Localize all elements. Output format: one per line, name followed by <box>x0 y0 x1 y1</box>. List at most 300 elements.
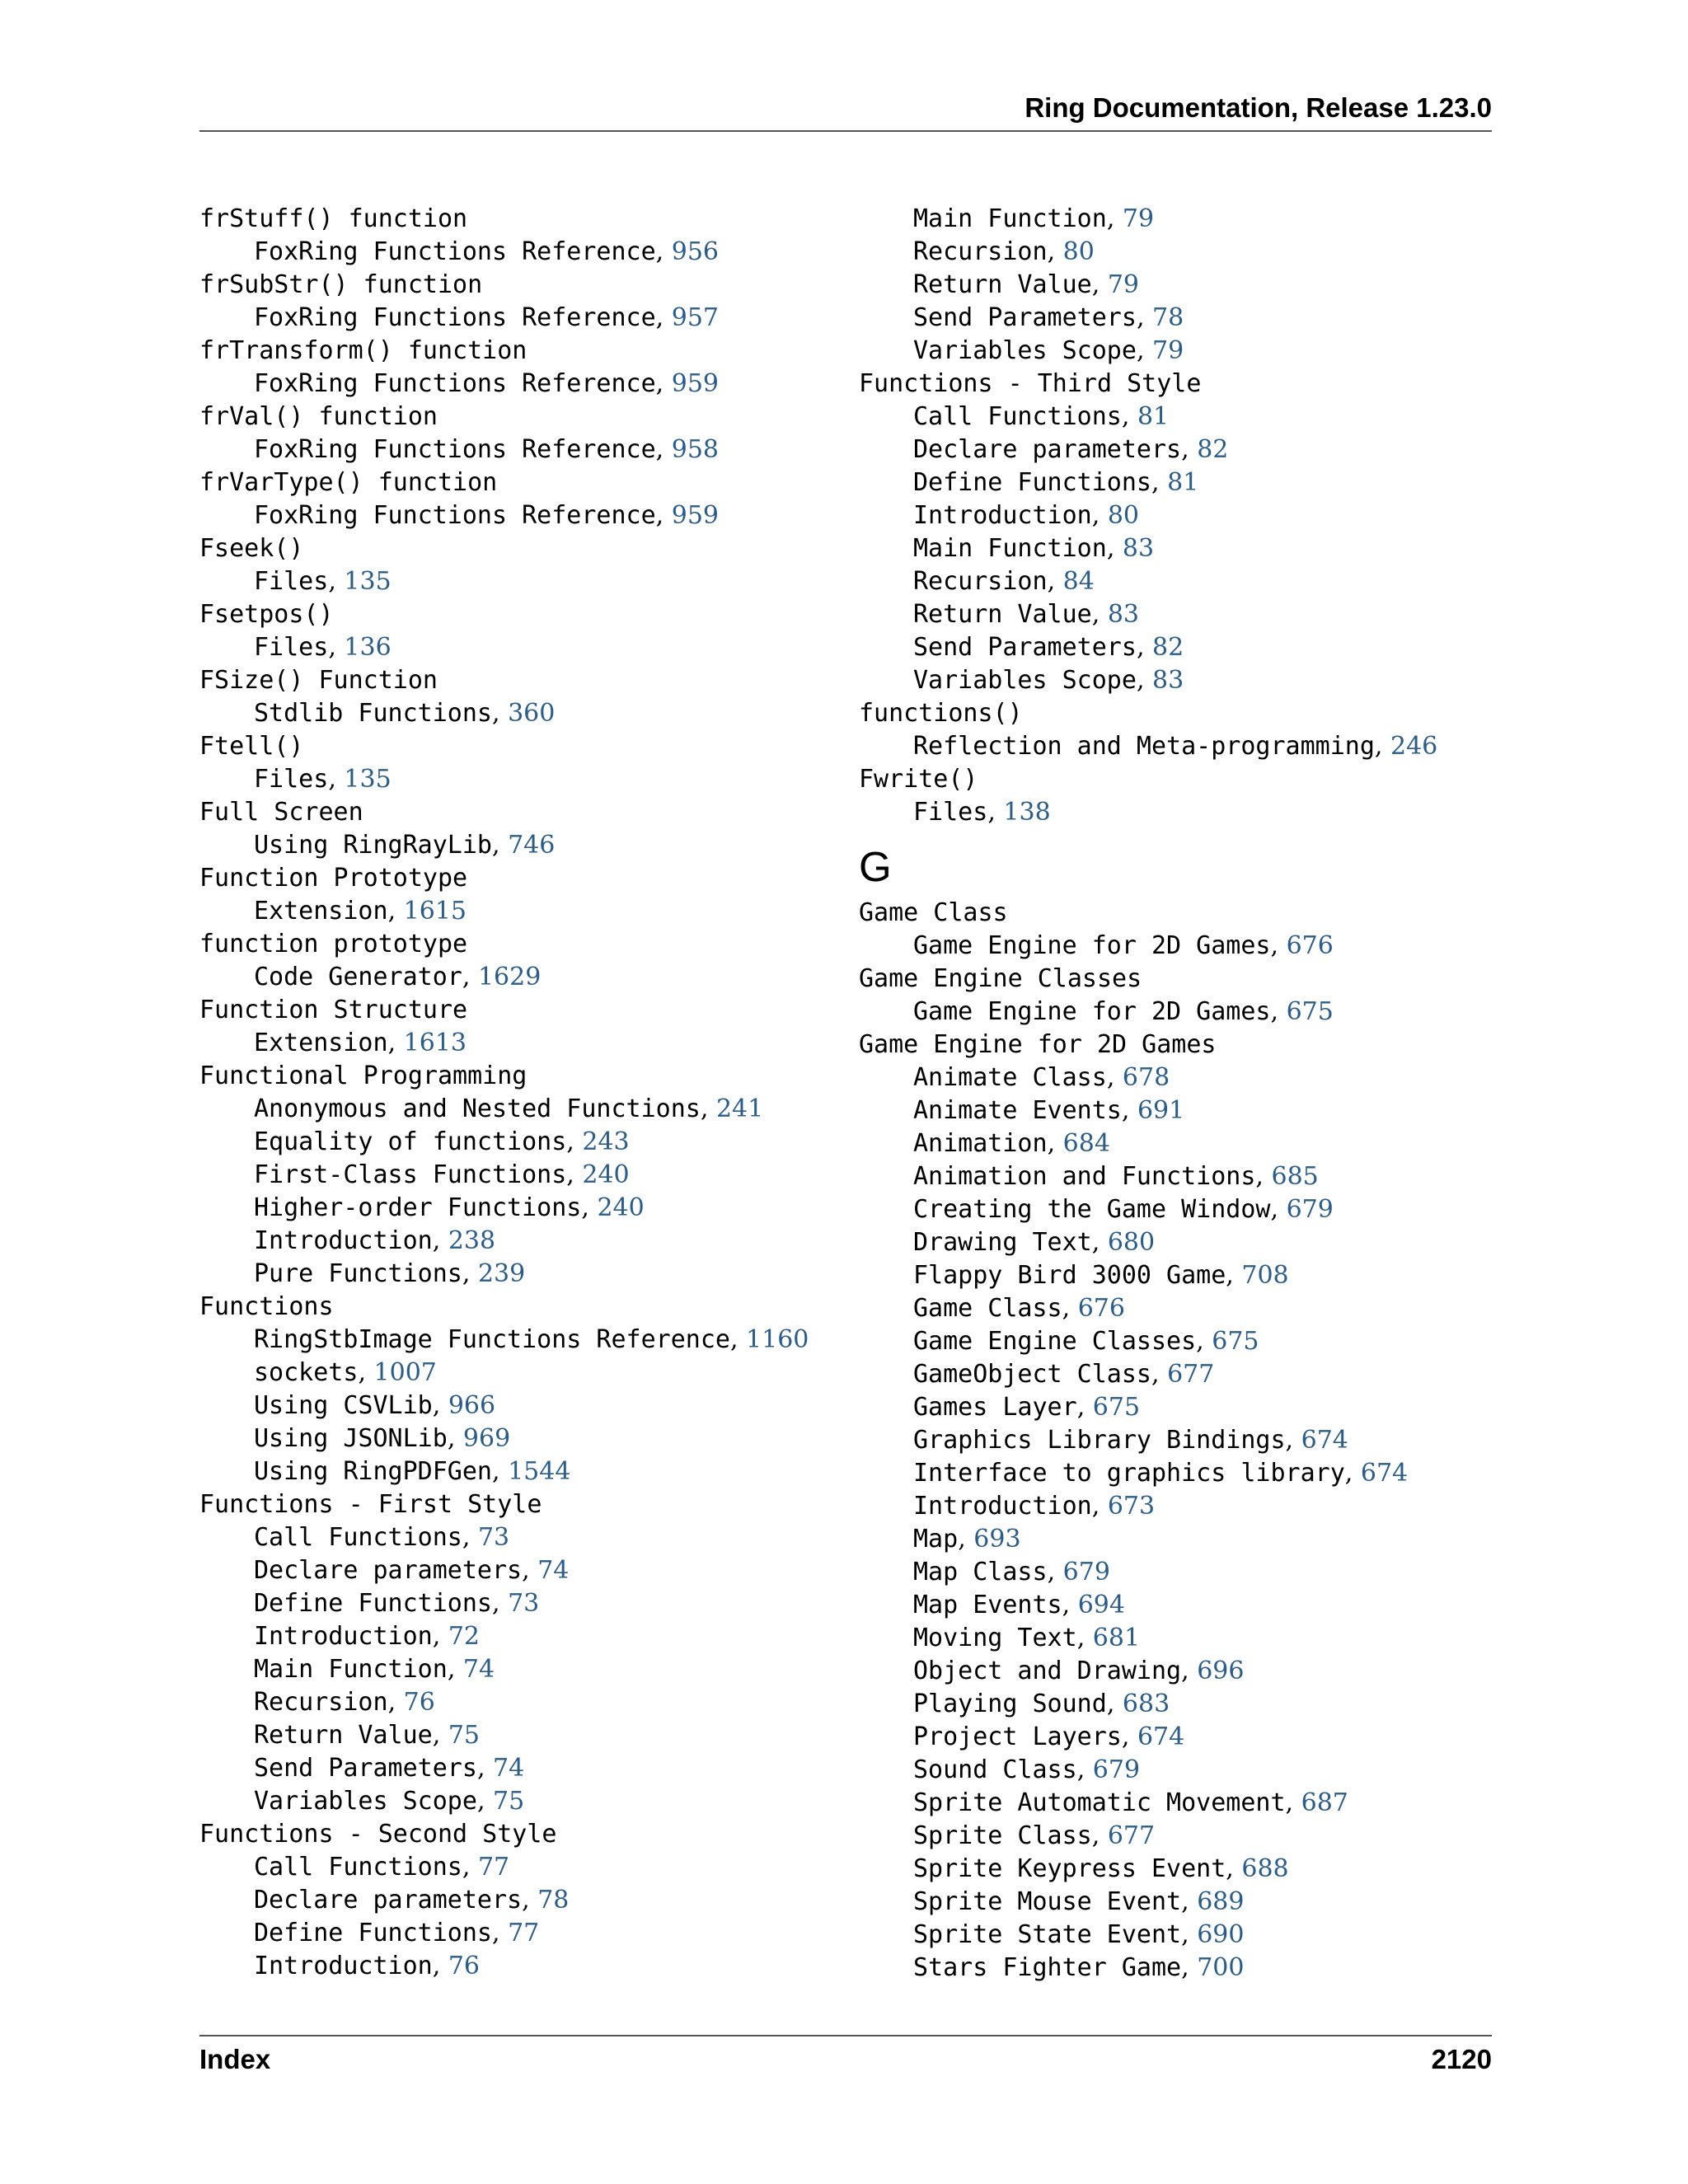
index-subentry <box>199 894 809 927</box>
page-link[interactable]: 81 <box>1137 402 1170 431</box>
page-link[interactable]: 691 <box>1137 1096 1185 1125</box>
index-subentry-label: Declare parameters <box>913 435 1182 464</box>
page-link[interactable]: 82 <box>1197 435 1229 464</box>
comma-separator: , <box>1091 1821 1108 1850</box>
index-subentry <box>859 1687 1437 1720</box>
index-subentry <box>199 1718 809 1751</box>
page-link[interactable]: 72 <box>448 1622 481 1651</box>
index-subentry <box>859 268 1437 301</box>
comma-separator: , <box>987 798 1004 827</box>
index-term <box>199 993 809 1026</box>
index-subentry <box>199 1455 809 1488</box>
page-link[interactable]: 80 <box>1062 237 1095 266</box>
index-subentry-label: Interface to graphics library <box>913 1459 1345 1488</box>
page-link[interactable]: 73 <box>508 1589 540 1618</box>
index-term <box>199 268 809 301</box>
comma-separator: , <box>729 1325 747 1354</box>
index-subentry-label: Variables Scope <box>913 336 1137 365</box>
index-subentry <box>859 929 1437 962</box>
page-link[interactable]: 958 <box>671 435 720 464</box>
index-subentry <box>199 1092 809 1125</box>
page-link[interactable]: 696 <box>1197 1657 1245 1685</box>
index-subentry <box>859 433 1437 466</box>
index-subentry-label: Game Class <box>913 1294 1062 1323</box>
index-subentry-label: Introduction <box>254 1226 433 1255</box>
index-subentry-label: Extension <box>254 1029 388 1057</box>
page-link[interactable]: 136 <box>344 633 392 662</box>
index-subentry-label: Equality of functions <box>254 1127 567 1156</box>
index-subentry-label: FoxRing Functions Reference <box>254 501 656 530</box>
page-link[interactable]: 76 <box>448 1952 481 1980</box>
index-subentry <box>859 1094 1437 1127</box>
index-term-label: Fsetpos() <box>199 600 334 629</box>
page-link[interactable]: 83 <box>1107 600 1140 629</box>
page-link[interactable]: 708 <box>1241 1261 1289 1290</box>
index-subentry-label: Project Layers <box>913 1722 1122 1751</box>
index-subentry <box>859 729 1437 762</box>
index-term <box>859 762 1437 795</box>
index-subentry-label: Call Functions <box>913 402 1122 431</box>
page-link[interactable]: 690 <box>1197 1920 1245 1949</box>
index-term <box>199 795 809 828</box>
comma-separator: , <box>1091 501 1108 530</box>
page-link[interactable]: 674 <box>1137 1722 1185 1751</box>
comma-separator: , <box>566 1127 583 1156</box>
page-link[interactable]: 239 <box>477 1259 526 1288</box>
index-term-label: Game Engine for 2D Games <box>859 1030 1217 1059</box>
index-subentry-label: Animate Class <box>913 1063 1107 1092</box>
index-subentry-label: Define Functions <box>913 468 1151 497</box>
index-subentry-label: Flappy Bird 3000 Game <box>913 1261 1226 1290</box>
index-term <box>199 598 809 630</box>
page-link[interactable]: 74 <box>462 1655 495 1684</box>
index-subentry-label: Declare parameters <box>254 1556 523 1585</box>
comma-separator: , <box>491 1589 509 1618</box>
index-subentry <box>859 1324 1437 1357</box>
comma-separator: , <box>432 1721 448 1750</box>
index-term-label: function prototype <box>199 930 468 958</box>
index-subentry <box>859 1522 1437 1555</box>
page-link[interactable]: 675 <box>1286 997 1334 1026</box>
page-link[interactable]: 674 <box>1360 1459 1409 1488</box>
page-link[interactable]: 74 <box>493 1754 525 1783</box>
page-link[interactable]: 687 <box>1301 1788 1348 1817</box>
page-link[interactable]: 680 <box>1107 1228 1156 1257</box>
comma-separator: , <box>700 1094 716 1123</box>
comma-separator: , <box>328 567 345 596</box>
comma-separator: , <box>1047 567 1063 596</box>
comma-separator: , <box>1270 997 1287 1026</box>
comma-separator: , <box>462 1259 478 1288</box>
comma-separator: , <box>1121 1096 1137 1125</box>
index-subentry <box>199 235 809 268</box>
page-link[interactable]: 1544 <box>508 1457 571 1486</box>
page-link[interactable]: 683 <box>1122 1690 1170 1718</box>
page-link[interactable]: 677 <box>1107 1821 1156 1850</box>
index-subentry-label: Reflection and Meta-programming <box>913 732 1375 761</box>
index-subentry-label: Recursion <box>254 1688 388 1717</box>
page-link[interactable]: 79 <box>1122 204 1155 233</box>
index-subentry-label: Animation and Functions <box>913 1162 1256 1191</box>
page-link[interactable]: 1629 <box>477 963 542 991</box>
index-subentry <box>199 1389 809 1422</box>
index-subentry-label: Files <box>254 633 329 662</box>
page-link[interactable]: 675 <box>1092 1393 1141 1422</box>
comma-separator: , <box>1106 1063 1123 1092</box>
index-subentry-label: Higher-order Functions <box>254 1193 582 1222</box>
index-term <box>199 466 809 499</box>
index-subentry <box>199 1356 809 1389</box>
comma-separator: , <box>447 1424 463 1453</box>
index-term <box>199 729 809 762</box>
index-subentry-label: Sprite Keypress Event <box>913 1854 1226 1883</box>
index-subentry-label: Introduction <box>254 1952 433 1980</box>
page-link[interactable]: 678 <box>1122 1063 1170 1092</box>
index-subentry-label: Sprite State Event <box>913 1920 1182 1949</box>
page-link[interactable]: 681 <box>1092 1624 1141 1652</box>
index-subentry-label: Animation <box>913 1129 1048 1158</box>
page-link[interactable]: 240 <box>582 1160 630 1189</box>
comma-separator: , <box>387 897 404 926</box>
page-link[interactable]: 78 <box>537 1886 570 1915</box>
comma-separator: , <box>1136 633 1153 662</box>
page-link[interactable]: 360 <box>508 699 556 728</box>
comma-separator: , <box>1196 1327 1212 1356</box>
index-subentry <box>199 1521 809 1554</box>
page-link[interactable]: 74 <box>537 1556 570 1585</box>
index-term <box>199 1059 809 1092</box>
comma-separator: , <box>447 1655 463 1684</box>
index-subentry-label: Variables Scope <box>254 1787 477 1816</box>
running-header: Ring Documentation, Release 1.23.0 <box>1025 92 1492 123</box>
page-link[interactable]: 694 <box>1077 1591 1125 1619</box>
index-subentry-label: Files <box>254 567 329 596</box>
index-subentry <box>199 1685 809 1718</box>
page-link[interactable]: 674 <box>1301 1426 1348 1455</box>
index-subentry <box>859 1819 1437 1852</box>
index-term-label: frVal() function <box>199 402 438 431</box>
comma-separator: , <box>1255 1162 1272 1191</box>
index-subentry <box>859 499 1437 532</box>
comma-separator: , <box>387 1688 404 1717</box>
page-link[interactable]: 75 <box>448 1721 481 1750</box>
comma-separator: , <box>1270 931 1287 960</box>
index-subentry <box>199 828 809 861</box>
index-subentry <box>859 1621 1437 1654</box>
page-link[interactable]: 679 <box>1092 1755 1141 1784</box>
index-term-label: Full Screen <box>199 798 363 827</box>
page-link[interactable]: 240 <box>597 1193 645 1222</box>
comma-separator: , <box>655 369 672 398</box>
page-link[interactable]: 135 <box>344 765 392 794</box>
comma-separator: , <box>1181 1887 1198 1916</box>
page-link[interactable]: 77 <box>508 1919 540 1947</box>
index-term <box>859 1028 1437 1061</box>
comma-separator: , <box>432 1391 448 1420</box>
page-link[interactable]: 685 <box>1271 1162 1319 1191</box>
index-subentry-label: Return Value <box>913 270 1092 299</box>
page-link[interactable]: 677 <box>1167 1360 1215 1389</box>
index-term-label: Fwrite() <box>859 765 978 794</box>
comma-separator: , <box>1106 534 1123 563</box>
index-term-label: Game Engine Classes <box>859 964 1142 993</box>
page-link[interactable]: 688 <box>1241 1854 1289 1883</box>
index-subentry-label: Introduction <box>254 1622 433 1651</box>
index-term-label: Functions - Third Style <box>859 369 1202 398</box>
index-subentry <box>199 1916 809 1949</box>
index-subentry <box>859 1061 1437 1094</box>
page-link[interactable]: 75 <box>493 1787 525 1816</box>
index-subentry <box>199 762 809 795</box>
index-subentry <box>199 1949 809 1982</box>
comma-separator: , <box>491 1919 509 1947</box>
page-link[interactable]: 675 <box>1212 1327 1259 1356</box>
comma-separator: , <box>566 1160 583 1189</box>
comma-separator: , <box>655 237 672 266</box>
comma-separator: , <box>328 765 345 794</box>
page-link[interactable]: 81 <box>1167 468 1199 497</box>
comma-separator: , <box>1062 1294 1078 1323</box>
index-subentry-label: FoxRing Functions Reference <box>254 435 656 464</box>
index-subentry-label: Drawing Text <box>913 1228 1092 1257</box>
index-subentry-label: FoxRing Functions Reference <box>254 237 656 266</box>
index-subentry <box>859 1390 1437 1423</box>
index-subentry <box>859 235 1437 268</box>
comma-separator: , <box>1285 1426 1301 1455</box>
index-term <box>199 334 809 367</box>
index-subentry-label: Game Engine for 2D Games <box>913 997 1271 1026</box>
index-letter-heading: G <box>859 843 892 890</box>
index-subentry-label: Graphics Library Bindings <box>913 1426 1286 1455</box>
index-subentry <box>199 1751 809 1784</box>
comma-separator: , <box>1091 270 1108 299</box>
index-subentry <box>199 960 809 993</box>
comma-separator: , <box>328 633 345 662</box>
page-link[interactable]: 76 <box>403 1688 435 1717</box>
index-subentry-label: First-Class Functions <box>254 1160 567 1189</box>
index-subentry-label: RingStbImage Functions Reference <box>254 1325 730 1354</box>
comma-separator: , <box>1374 732 1390 761</box>
index-subentry <box>199 1586 809 1619</box>
index-subentry-label: Introduction <box>913 501 1092 530</box>
comma-separator: , <box>491 1457 509 1486</box>
comma-separator: , <box>1226 1854 1242 1883</box>
page-link[interactable]: 83 <box>1152 666 1184 695</box>
comma-separator: , <box>1181 1657 1198 1685</box>
index-subentry-label: Using JSONLib <box>254 1424 448 1453</box>
comma-separator: , <box>1181 1920 1198 1949</box>
comma-separator: , <box>476 1787 494 1816</box>
index-subentry-label: Sprite Mouse Event <box>913 1887 1182 1916</box>
page-link[interactable]: 969 <box>462 1424 511 1453</box>
index-subentry-label: Main Function <box>254 1655 448 1684</box>
index-subentry <box>859 1226 1437 1258</box>
page-link[interactable]: 1007 <box>373 1358 437 1387</box>
page-link[interactable]: 77 <box>477 1853 510 1882</box>
index-subentry <box>199 1883 809 1916</box>
index-subentry <box>859 795 1437 828</box>
index-subentry <box>859 1291 1437 1324</box>
page-link[interactable]: 80 <box>1107 501 1140 530</box>
page-link[interactable]: 83 <box>1122 534 1155 563</box>
page-link[interactable]: 959 <box>671 369 720 398</box>
index-subentry <box>859 1456 1437 1489</box>
comma-separator: , <box>1047 1558 1063 1586</box>
index-subentry-label: Animate Events <box>913 1096 1122 1125</box>
index-subentry-label: Map Events <box>913 1591 1062 1619</box>
page-link[interactable]: 679 <box>1062 1558 1110 1586</box>
page-link[interactable]: 246 <box>1390 732 1438 761</box>
index-subentry <box>859 202 1437 235</box>
comma-separator: , <box>655 435 672 464</box>
page-link[interactable]: 957 <box>671 303 720 332</box>
page-link[interactable]: 79 <box>1152 336 1184 365</box>
index-subentry <box>859 1885 1437 1918</box>
index-subentry-label: Map Class <box>913 1558 1048 1586</box>
index-subentry-label: Define Functions <box>254 1589 492 1618</box>
index-subentry-label: Stars Fighter Game <box>913 1953 1182 1982</box>
index-subentry <box>199 1323 809 1356</box>
page-link[interactable]: 676 <box>1077 1294 1125 1323</box>
index-subentry-label: Pure Functions <box>254 1259 462 1288</box>
comma-separator: , <box>522 1556 538 1585</box>
comma-separator: , <box>655 501 672 530</box>
index-subentry <box>859 630 1437 663</box>
index-term-label: Ftell() <box>199 732 304 761</box>
page-link[interactable]: 1160 <box>746 1325 809 1354</box>
index-subentry <box>859 995 1437 1028</box>
index-subentry <box>859 1489 1437 1522</box>
page-link[interactable]: 238 <box>448 1226 496 1255</box>
index-subentry-label: sockets <box>254 1358 359 1387</box>
comma-separator: , <box>1136 303 1153 332</box>
index-subentry <box>199 630 809 663</box>
page-link[interactable]: 73 <box>477 1523 510 1552</box>
index-subentry-label: Stdlib Functions <box>254 699 492 728</box>
comma-separator: , <box>462 1853 478 1882</box>
comma-separator: , <box>1136 666 1153 695</box>
page-link[interactable]: 1613 <box>403 1029 467 1057</box>
index-term-label: functions() <box>859 699 1023 728</box>
page-link[interactable]: 684 <box>1062 1129 1110 1158</box>
page-link[interactable]: 241 <box>715 1094 764 1123</box>
index-subentry-label: Map <box>913 1525 959 1554</box>
index-subentry-label: GameObject Class <box>913 1360 1151 1389</box>
comma-separator: , <box>1181 1953 1198 1982</box>
index-subentry-label: Main Function <box>913 534 1107 563</box>
comma-separator: , <box>1047 1129 1063 1158</box>
index-subentry-label: Files <box>254 765 329 794</box>
index-term-label: Fseek() <box>199 534 304 563</box>
page-link[interactable]: 1615 <box>403 897 467 926</box>
page-link[interactable]: 966 <box>448 1391 496 1420</box>
comma-separator: , <box>1121 402 1137 431</box>
comma-separator: , <box>1226 1261 1242 1290</box>
page-link[interactable]: 689 <box>1197 1887 1245 1916</box>
index-subentry-label: Define Functions <box>254 1919 492 1947</box>
index-term-label: Functions <box>199 1292 334 1321</box>
comma-separator: , <box>1091 600 1108 629</box>
index-subentry <box>199 1784 809 1817</box>
page-link[interactable]: 679 <box>1286 1195 1334 1224</box>
comma-separator: , <box>432 1622 448 1651</box>
index-column-right <box>859 202 1437 1984</box>
comma-separator: , <box>1285 1788 1301 1817</box>
index-subentry <box>199 1158 809 1191</box>
index-term <box>859 696 1437 729</box>
page-link[interactable]: 673 <box>1107 1492 1156 1521</box>
comma-separator: , <box>581 1193 598 1222</box>
index-subentry <box>199 433 809 466</box>
page-link[interactable]: 135 <box>344 567 392 596</box>
index-subentry <box>199 1224 809 1257</box>
index-subentry-label: Declare parameters <box>254 1886 523 1915</box>
index-term <box>199 861 809 894</box>
index-term <box>199 1290 809 1323</box>
comma-separator: , <box>491 831 509 860</box>
comma-separator: , <box>1151 468 1168 497</box>
index-subentry <box>859 532 1437 565</box>
index-subentry-label: Call Functions <box>254 1853 462 1882</box>
page-link[interactable]: 138 <box>1003 798 1051 827</box>
comma-separator: , <box>476 1754 494 1783</box>
comma-separator: , <box>958 1525 974 1554</box>
index-subentry <box>199 1619 809 1652</box>
comma-separator: , <box>1091 1228 1108 1257</box>
index-term <box>859 896 1437 929</box>
index-subentry-label: Call Functions <box>254 1523 462 1552</box>
index-subentry-label: Sound Class <box>913 1755 1077 1784</box>
page-link[interactable]: 693 <box>973 1525 1021 1554</box>
index-subentry-label: Moving Text <box>913 1624 1077 1652</box>
index-subentry <box>859 1357 1437 1390</box>
index-subentry <box>859 400 1437 433</box>
index-subentry <box>859 301 1437 334</box>
index-term-label: Function Structure <box>199 996 468 1024</box>
page-link[interactable]: 243 <box>582 1127 630 1156</box>
index-subentry <box>859 1555 1437 1588</box>
page-link[interactable]: 676 <box>1286 931 1334 960</box>
index-term-label: frVarType() function <box>199 468 498 497</box>
page-link[interactable]: 84 <box>1062 567 1095 596</box>
index-term <box>199 202 809 235</box>
index-subentry-label: Send Parameters <box>254 1754 477 1783</box>
index-term-label: frTransform() function <box>199 336 528 365</box>
footer-section-label: Index <box>199 2044 271 2074</box>
page-link[interactable]: 700 <box>1197 1953 1245 1982</box>
index-subentry-label: Anonymous and Nested Functions <box>254 1094 701 1123</box>
comma-separator: , <box>387 1029 404 1057</box>
index-term-label: Game Class <box>859 898 1008 927</box>
index-term-label: frSubStr() function <box>199 270 483 299</box>
index-subentry <box>199 1191 809 1224</box>
comma-separator: , <box>522 1886 538 1915</box>
comma-separator: , <box>1062 1591 1078 1619</box>
page-link[interactable]: 956 <box>671 237 720 266</box>
page-link[interactable]: 82 <box>1152 633 1184 662</box>
page-link[interactable]: 78 <box>1152 303 1184 332</box>
index-subentry-label: Recursion <box>913 237 1048 266</box>
index-subentry-label: Game Engine for 2D Games <box>913 931 1271 960</box>
page-link[interactable]: 959 <box>671 501 720 530</box>
page-link[interactable]: 79 <box>1107 270 1140 299</box>
page-link[interactable]: 746 <box>508 831 556 860</box>
index-subentry <box>859 1193 1437 1226</box>
index-term <box>199 1817 809 1850</box>
index-column-left <box>199 202 809 1982</box>
index-subentry <box>859 1753 1437 1786</box>
index-subentry-label: Games Layer <box>913 1393 1077 1422</box>
